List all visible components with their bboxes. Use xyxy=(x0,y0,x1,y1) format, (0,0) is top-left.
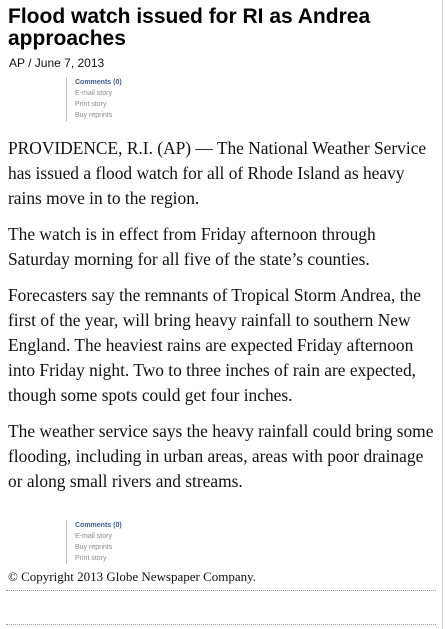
dotted-divider xyxy=(6,624,436,625)
buy-reprints-link[interactable]: Buy reprints xyxy=(75,544,113,551)
buy-reprints-link[interactable]: Buy reprints xyxy=(75,112,113,119)
comments-link[interactable]: Comments (0) xyxy=(75,79,122,86)
print-story-link[interactable]: Print story xyxy=(75,555,107,562)
story-tools-bottom xyxy=(66,520,122,564)
email-story-link[interactable]: E-mail story xyxy=(75,90,112,97)
story-tools-top xyxy=(66,77,122,121)
article-paragraph: The weather service says the heavy rainfall could bring some flooding, including in urban areas, areas with poor drainage or along small rivers and streams. xyxy=(8,421,434,491)
page-border xyxy=(442,0,443,629)
article-byline: AP / June 7, 2013 xyxy=(9,56,105,70)
copyright-notice: © Copyright 2013 Globe Newspaper Company. xyxy=(8,569,257,584)
article-headline: Flood watch issued for RI as Andrea approaches xyxy=(8,5,371,50)
article-paragraph: PROVIDENCE, R.I. (AP) — The National Weather Service has issued a flood watch for all of Rhode Island as heavy rains move in to the region. xyxy=(8,138,427,208)
comments-link[interactable]: Comments (0) xyxy=(75,522,122,529)
article-paragraph: Forecasters say the remnants of Tropical Storm Andrea, the first of the year, will bring heavy rainfall to southern New England. The heaviest rains are expected Friday afternoon into Friday night. Two to three inches of rain are expected, though some spots could get four inches. xyxy=(8,285,421,405)
dotted-divider xyxy=(6,590,436,591)
article-body xyxy=(8,136,438,505)
article-paragraph: The watch is in effect from Friday afternoon through Saturday morning for all five of the state’s counties. xyxy=(8,224,376,269)
email-story-link[interactable]: E-mail story xyxy=(75,533,112,540)
print-story-link[interactable]: Print story xyxy=(75,101,107,108)
